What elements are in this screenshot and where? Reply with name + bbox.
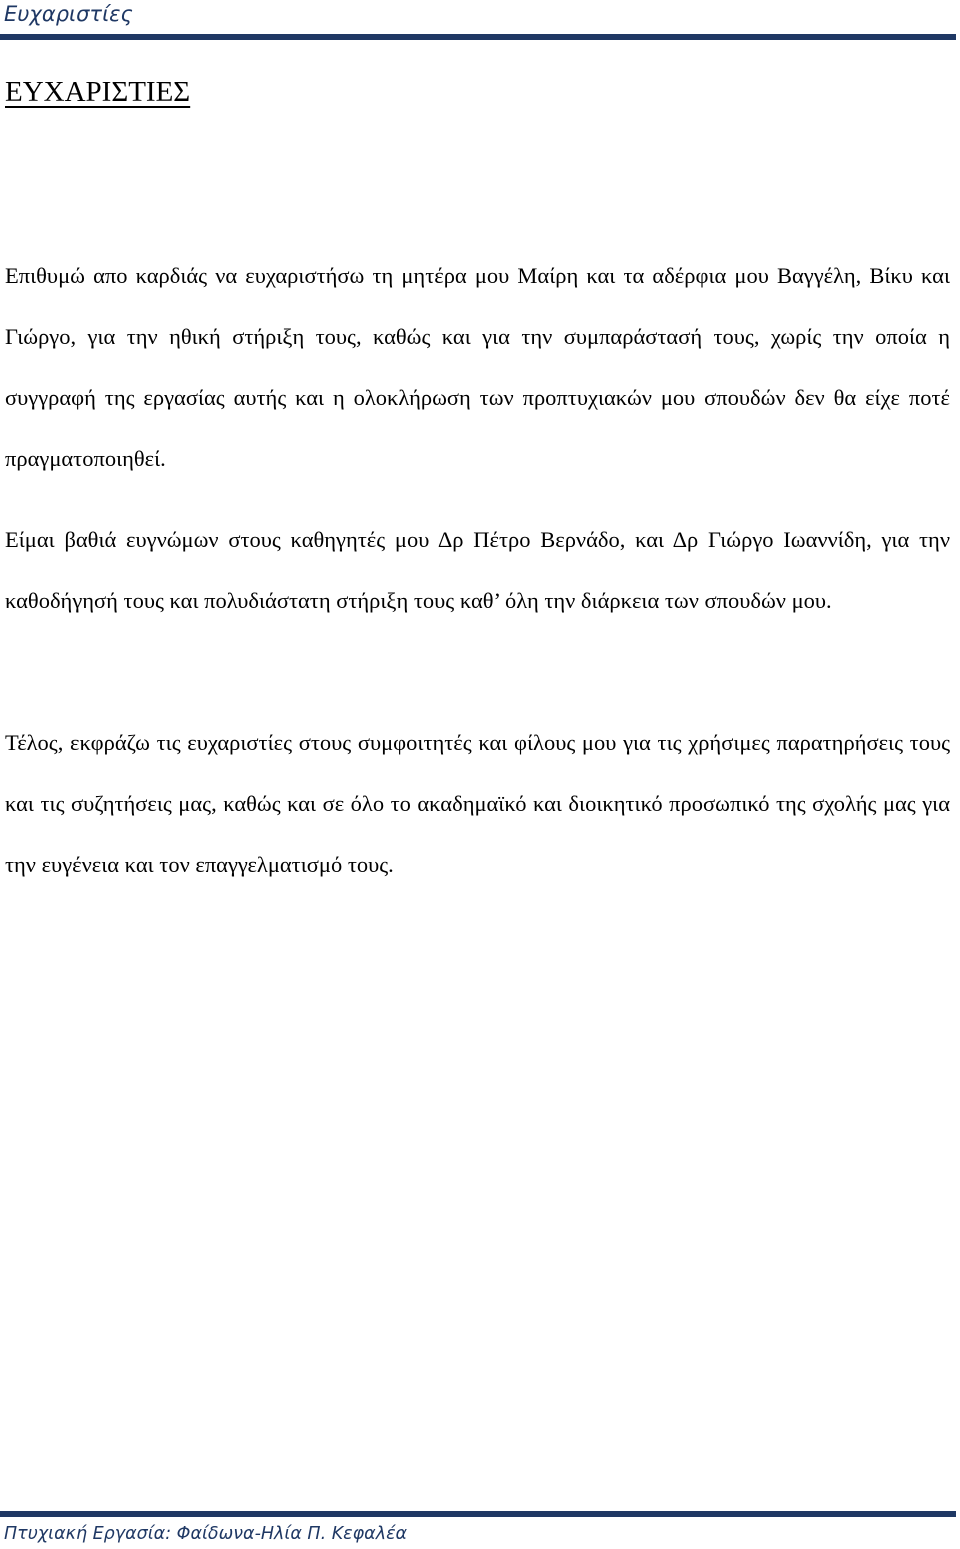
footer-divider [0, 1511, 956, 1517]
page-title: ΕΥΧΑΡΙΣΤΙΕΣ [5, 76, 191, 108]
paragraph-family-thanks: Επιθυμώ απο καρδιάς να ευχαριστήσω τη μητέρα μου Μαίρη και τα αδέρφια μου Βαγγέλη, Βίκυ και Γιώργο, για την ηθική στήριξη τους, καθώς και για την συμπαράστασή τους, χωρίς την οποία η συγγραφή της εργασίας αυτής και η ολοκλήρωση των προπτυχιακών μου σπουδών δεν θα είχε ποτέ πραγματοποιηθεί. [5, 263, 950, 471]
paragraph-professors-thanks: Είμαι βαθιά ευγνώμων στους καθηγητές μου Δρ Πέτρο Βερνάδο, και Δρ Γιώργο Ιωαννίδη, για την καθοδήγησή τους και πολυδιάστατη στήριξη τους καθ’ όλη την διάρκεια των σπουδών μου. [5, 527, 950, 613]
header-divider [0, 34, 956, 40]
running-header: Ευχαριστίες [4, 2, 133, 26]
paragraph-colleagues-thanks: Τέλος, εκφράζω τις ευχαριστίες στους συμφοιτητές και φίλους μου για τις χρήσιμες παρατηρήσεις τους και τις συζητήσεις μας, καθώς και σε όλο το ακαδημαϊκό και διοικητικό προσωπικό της σχολής μας για την ευγένεια και τον επαγγελματισμό τους. [5, 730, 950, 877]
running-footer: Πτυχιακή Εργασία: Φαίδωνα-Ηλία Π. Κεφαλέα [4, 1524, 408, 1544]
